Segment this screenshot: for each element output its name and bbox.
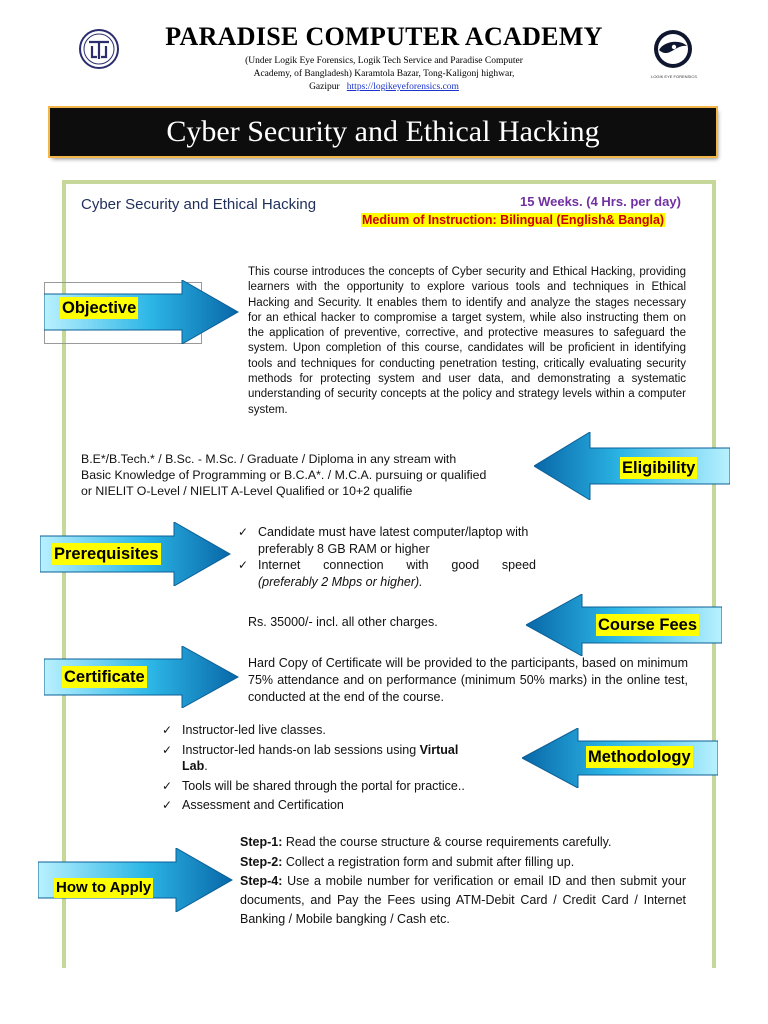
step-4-text: Use a mobile number for verification or email ID and then submit your documents, and Pay the Fees using ATM-Debit Card / Credit Card / Internet Banking / Mobile bangking / Cash etc. <box>240 874 686 926</box>
methodology-live-classes: Instructor-led live classes. <box>182 723 326 737</box>
forensics-logo-caption: LOGIK EYE FORENSICS <box>651 74 697 79</box>
check-icon: ✓ <box>162 723 173 737</box>
step-2-text: Collect a registration form and submit after filling up. <box>282 855 575 869</box>
check-icon: ✓ <box>162 742 173 757</box>
apply-step-4 <box>240 872 686 929</box>
step-2-label: Step-2: <box>240 855 283 869</box>
prerequisites-label: Prerequisites <box>54 545 159 563</box>
check-icon: ✓ <box>238 558 249 572</box>
apply-steps <box>240 832 686 929</box>
course-title: Cyber Security and Ethical Hacking <box>81 196 317 213</box>
list-item <box>160 778 500 795</box>
eligibility-label: Eligibility <box>622 459 696 477</box>
methodology-assessment: Assessment and Certification <box>182 798 344 812</box>
list-item <box>160 797 500 814</box>
org-address-line-3 <box>190 81 578 94</box>
list-item <box>160 722 500 739</box>
apply-step-1 <box>240 832 686 852</box>
course-duration: 15 Weeks. (4 Hrs. per day) <box>520 194 681 209</box>
list-item <box>236 557 536 574</box>
how-to-apply-label: How to Apply <box>56 879 152 896</box>
list-item <box>236 574 536 591</box>
step-4-label: Step-4: <box>240 874 283 888</box>
certificate-label: Certificate <box>64 668 145 686</box>
prerequisite-internet-note: (preferably 2 Mbps or higher). <box>258 574 423 589</box>
eligibility-line-2: Basic Knowledge of Programming or B.C.A*. / M.C.A. pursuing or qualified <box>81 468 487 482</box>
org-city: Gazipur <box>309 82 340 92</box>
prerequisites-list <box>236 524 536 590</box>
website-link[interactable]: https://logikeyeforensics.com <box>346 82 459 92</box>
org-name: PARADISE COMPUTER ACADEMY <box>165 22 603 51</box>
org-address-line-1: (Under Logik Eye Forensics, Logik Tech Service and Paradise Computer <box>245 56 523 66</box>
course-fees-label: Course Fees <box>598 616 698 634</box>
org-address-line-2: Academy, of Bangladesh) Karamtola Bazar, Tong-Kaligonj highwar, <box>253 69 515 79</box>
eligibility-line-1: B.E*/B.Tech.* / B.Sc. - M.Sc. / Graduate / Diploma in any stream with <box>81 452 457 466</box>
list-item <box>236 524 536 557</box>
check-icon: ✓ <box>162 778 173 793</box>
eligibility-text <box>81 451 531 499</box>
step-1-label: Step-1: <box>240 835 283 849</box>
methodology-lab-sessions: Instructor-led hands-on lab sessions using <box>182 742 420 757</box>
step-1-text: Read the course structure & course requirements carefully. <box>282 835 612 849</box>
forensics-logo-icon <box>650 28 696 74</box>
check-icon: ✓ <box>238 525 249 539</box>
eligibility-line-3: or NIELIT O-Level / NIELIT A-Level Qualified or 10+2 qualifie <box>81 484 413 498</box>
certificate-text: Hard Copy of Certificate will be provided to the participants, based on minimum 75% attendance and on performance (minimum 50% marks) in the online test, conducted at the end of the course. <box>248 656 688 704</box>
methodology-label: Methodology <box>588 748 691 766</box>
objective-label: Objective <box>62 299 137 317</box>
org-address <box>190 55 578 94</box>
banner-title: Cyber Security and Ethical Hacking <box>166 115 600 148</box>
methodology-tools: Tools will be shared through the portal for practice.. <box>182 778 465 793</box>
lab-period: . <box>204 759 208 773</box>
check-icon: ✓ <box>162 798 173 812</box>
course-fees-text: Rs. 35000/- incl. all other charges. <box>248 615 438 629</box>
methodology-list <box>160 722 500 814</box>
apply-step-2 <box>240 852 686 872</box>
virtual-text: Virtual <box>419 742 459 757</box>
prerequisite-computer: Candidate must have latest computer/laptop with preferably 8 GB RAM or higher <box>258 525 529 556</box>
prerequisite-internet: Internet connection with good speed <box>258 558 536 572</box>
lab-text: Lab <box>182 759 205 773</box>
list-item <box>160 742 500 775</box>
medium-of-instruction: Medium of Instruction: Bilingual (English& Bangla) <box>362 213 665 227</box>
objective-text: This course introduces the concepts of Cyber security and Ethical Hacking, providing learners with the opportunity to explore various tools and techniques in Ethical Hacking and Security. It enables them to identify and analyze the stages necessary for an ethical hacker to compromise a target system, while also instructing them on the application of preventive, corrective, and protective measures to safeguard the system. Upon completion of this course, candidates will be proficient in identifying tools and techniques for conducting penetration testing, critically evaluating security methods for protecting system and user data, and demonstrating a systematic understanding of security concepts at the policy and strategy levels within a computer system. <box>248 266 686 416</box>
